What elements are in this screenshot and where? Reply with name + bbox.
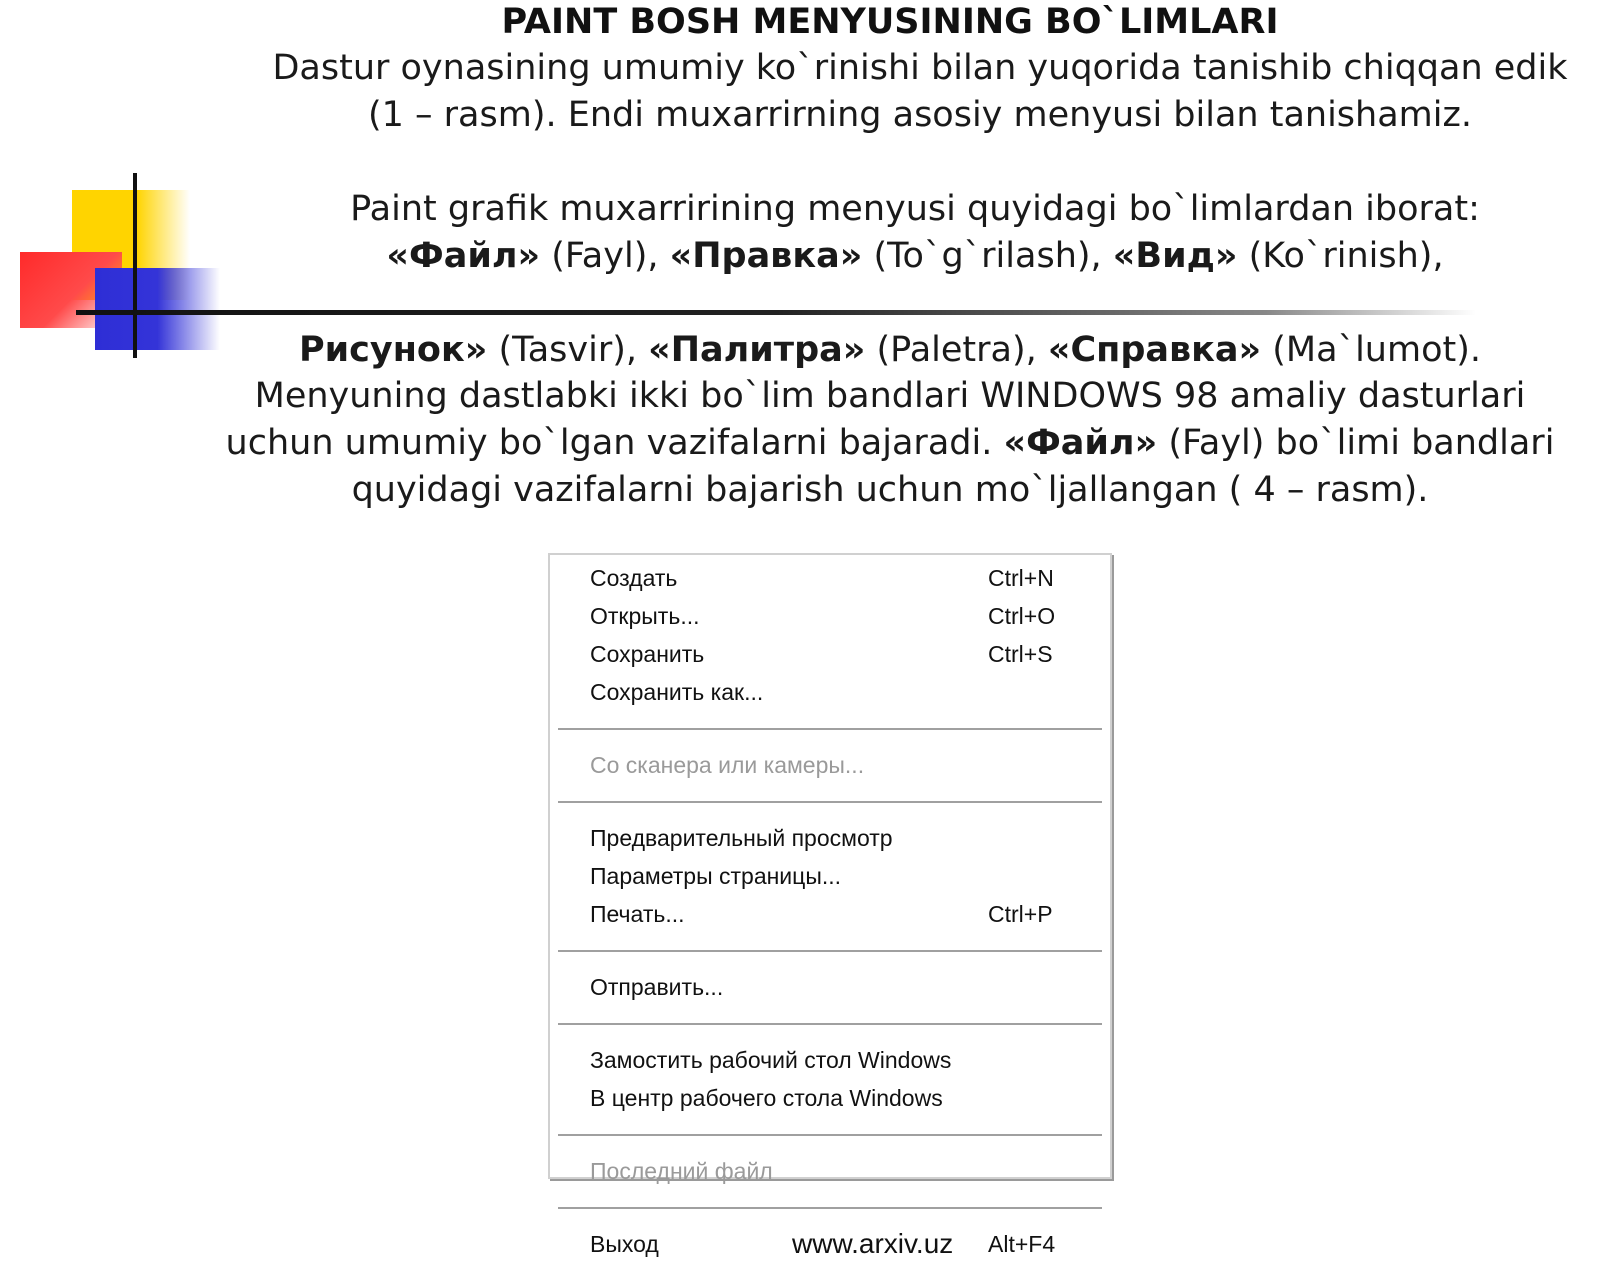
menu-item-label: Открыть...: [590, 603, 700, 629]
menu-item-print[interactable]: [550, 895, 1110, 933]
menu-item-label: Выход: [590, 1231, 659, 1257]
menu-item-save[interactable]: [550, 635, 1110, 673]
menu-item-scanner: [550, 746, 1110, 784]
menu-item-label: В центр рабочего стола Windows: [590, 1085, 943, 1111]
menu-item-label: Последний файл: [590, 1158, 773, 1184]
menu-separator: [558, 1207, 1102, 1209]
watermark: www.arxiv.uz: [792, 1228, 954, 1259]
file-menu-text-2: (Fayl) bo`limi bandlari quyidagi vazifalarni bajarish uchun mo`ljallangan ( 4 – rasm).: [351, 423, 1555, 510]
horizontal-divider: [76, 310, 1476, 315]
menu-name-help: «Справка»: [1047, 330, 1262, 370]
menu-item-new[interactable]: [550, 559, 1110, 597]
paragraph-file-menu: [220, 373, 1560, 543]
menu-item-open[interactable]: [550, 597, 1110, 635]
menu-item-label: Предварительный просмотр: [590, 825, 893, 851]
menu-item-send[interactable]: [550, 968, 1110, 1006]
menu-name-edit: «Правка»: [669, 236, 863, 276]
file-menu: [548, 553, 1112, 1259]
file-menu-text-1: Menyuning dastlabki ikki bo`lim bandlari WINDOWS 98 amaliy dasturlari uchun umumiy bo`lgan vazifalarni bajaradi.: [225, 376, 1526, 463]
menu-list-intro: Paint grafik muxarririning menyusi quyidagi bo`limlardan iborat:: [350, 189, 1480, 229]
menu-item-recent-file: [550, 1152, 1110, 1190]
menu-item-shortcut: Ctrl+P: [988, 901, 1053, 927]
menu-item-label: Сохранить: [590, 641, 705, 667]
paragraph-menu-list: [230, 186, 1600, 280]
vertical-line: [133, 173, 137, 358]
menu-name-image-translation: (Tasvir),: [487, 330, 649, 370]
menu-item-shortcut: Ctrl+S: [988, 641, 1053, 667]
menu-item-label: Создать: [590, 565, 678, 591]
menu-item-shortcut: Ctrl+O: [988, 603, 1056, 629]
menu-separator: [558, 1134, 1102, 1136]
menu-name-file: «Файл»: [386, 236, 541, 276]
menu-item-label: Отправить...: [590, 974, 724, 1000]
menu-separator: [558, 950, 1102, 952]
paragraph-menu-list-cont: [230, 327, 1550, 374]
menu-item-save-as[interactable]: [550, 673, 1110, 711]
page-title: PAINT BOSH MENYUSINING BO`LIMLARI: [501, 2, 1279, 42]
menu-name-palette-translation: (Paletra),: [865, 330, 1048, 370]
menu-item-tile-wallpaper[interactable]: [550, 1041, 1110, 1079]
menu-separator: [558, 801, 1102, 803]
menu-item-label: Печать...: [590, 901, 685, 927]
menu-name-help-translation: (Ma`lumot).: [1261, 330, 1481, 370]
menu-separator: [558, 1023, 1102, 1025]
menu-name-edit-translation: (To`g`rilash),: [862, 236, 1113, 276]
menu-name-file-translation: (Fayl),: [540, 236, 670, 276]
menu-item-shortcut: Ctrl+N: [988, 565, 1054, 591]
menu-item-exit[interactable]: [550, 1225, 1110, 1263]
paragraph-intro: Dastur oynasining umumiy ko`rinishi bilan yuqorida tanishib chiqqan edik (1 – rasm). Endi muxarrirning asosiy menyusi bilan tanishamiz.: [272, 48, 1568, 135]
menu-item-label: Параметры страницы...: [590, 863, 842, 889]
menu-item-print-preview[interactable]: [550, 819, 1110, 857]
menu-item-page-setup[interactable]: [550, 857, 1110, 895]
menu-item-center-wallpaper[interactable]: [550, 1079, 1110, 1117]
decorative-squares: [0, 0, 240, 380]
menu-item-label: Сохранить как...: [590, 679, 764, 705]
blue-square: [95, 268, 220, 350]
menu-name-view-translation: (Ko`rinish),: [1237, 236, 1444, 276]
menu-name-image: Рисунок»: [299, 330, 488, 370]
menu-item-label: Со сканера или камеры...: [590, 752, 865, 778]
menu-item-shortcut: Alt+F4: [988, 1231, 1056, 1257]
file-menu-name: «Файл»: [1003, 423, 1158, 463]
menu-name-palette: «Палитра»: [648, 330, 866, 370]
menu-item-label: Замостить рабочий стол Windows: [590, 1047, 952, 1073]
menu-separator: [558, 728, 1102, 730]
menu-name-view: «Вид»: [1112, 236, 1238, 276]
